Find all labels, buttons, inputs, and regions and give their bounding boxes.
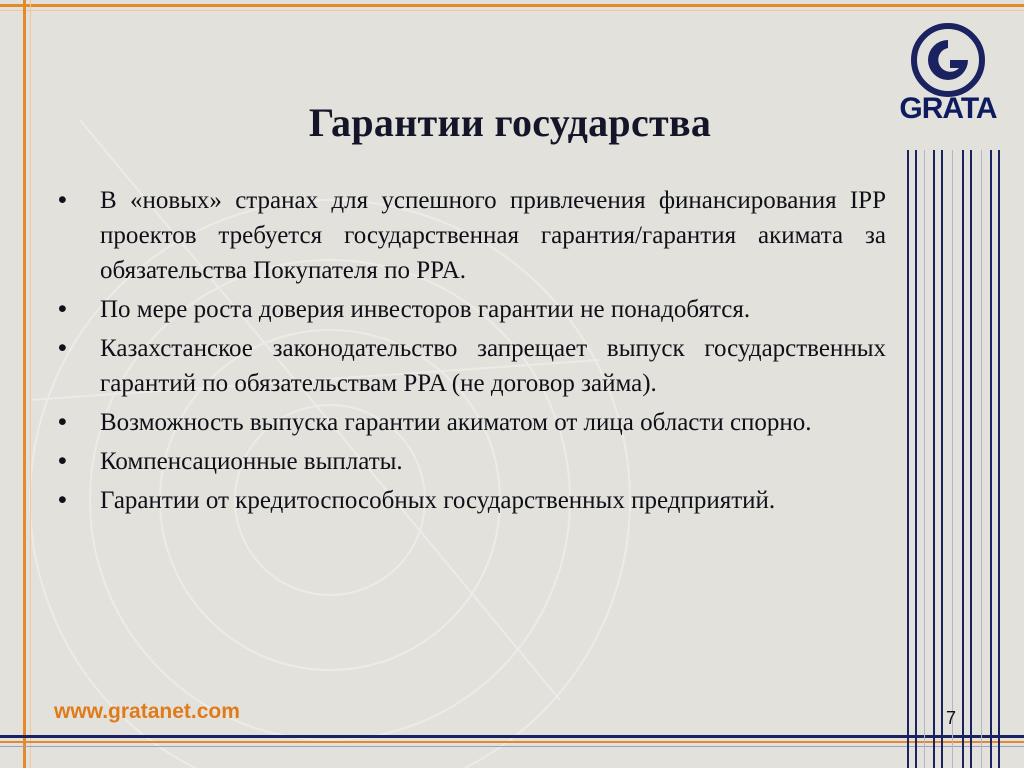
- bullet-marker: •: [58, 447, 67, 475]
- grata-logo-text: GRATA: [899, 92, 997, 125]
- bullet-text: Гарантии от кредитоспособных государственных предприятий.: [100, 487, 776, 514]
- footer-url-link[interactable]: www.gratanet.com: [54, 700, 240, 723]
- bullet-item: [58, 183, 886, 288]
- bullet-marker: •: [58, 486, 67, 514]
- bullet-item: [58, 444, 886, 479]
- bullet-marker: •: [58, 334, 67, 362]
- bullet-text: Казахстанское законодательство запрещает выпуск государственных гарантий по обязательствам PPA (не договор займа).: [100, 335, 886, 397]
- bullet-text: В «новых» странах для успешного привлечения финансирования IPP проектов требуется государственная гарантия/гарантия акимата за обязательства Покупателя по PPA.: [100, 187, 886, 284]
- slide-title: Гарантии государства: [308, 99, 712, 145]
- bullet-text: Возможность выпуска гарантии акиматом от лица области спорно.: [100, 409, 812, 436]
- bullet-text: Компенсационные выплаты.: [100, 448, 403, 475]
- bullet-list: [58, 183, 886, 522]
- bullet-text: По мере роста доверия инвесторов гарантии не понадобятся.: [100, 296, 751, 323]
- page-number: 7: [946, 708, 957, 728]
- bullet-marker: •: [58, 186, 67, 214]
- bullet-marker: •: [58, 295, 67, 323]
- bullet-item: [58, 483, 886, 518]
- bullet-marker: •: [58, 408, 67, 436]
- bullet-item: [58, 331, 886, 401]
- bullet-item: [58, 405, 886, 440]
- bullet-item: [58, 292, 886, 327]
